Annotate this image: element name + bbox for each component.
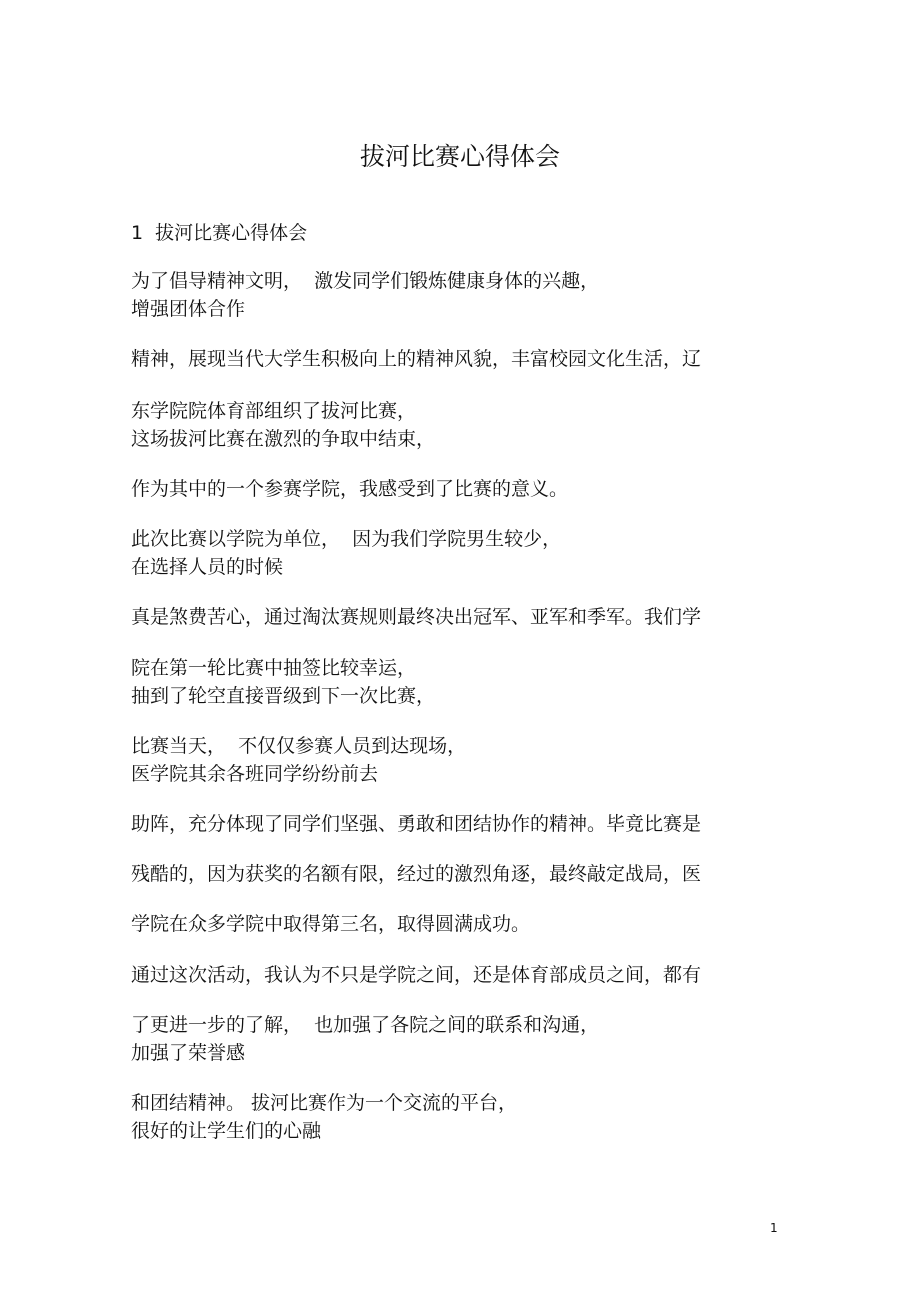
page-number: 1 xyxy=(770,1221,778,1235)
paragraph-line: 为了倡导精神文明， 激发同学们锻炼健康身体的兴趣， xyxy=(131,270,600,292)
paragraph-line: 抽到了轮空直接晋级到下一次比赛， xyxy=(131,685,436,707)
paragraph-line: 院在第一轮比赛中抽签比较幸运， xyxy=(131,657,417,679)
paragraph-line: 此次比赛以学院为单位， 因为我们学院男生较少， xyxy=(131,528,562,550)
paragraph-line: 和团结精神。 拔河比赛作为一个交流的平台， xyxy=(131,1092,518,1114)
section-heading: 1 拔河比赛心得体会 xyxy=(131,222,308,244)
paragraph-line: 真是煞费苦心，通过淘汰赛规则最终决出冠军、亚军和季军。我们学 xyxy=(131,606,702,628)
paragraph-line: 很好的让学生们的心融 xyxy=(131,1120,322,1142)
paragraph-line: 加强了荣誉感 xyxy=(131,1042,246,1064)
paragraph-line: 了更进一步的了解， 也加强了各院之间的联系和沟通， xyxy=(131,1014,600,1036)
paragraph-line: 比赛当天， 不仅仅参赛人员到达现场， xyxy=(131,735,467,757)
paragraph-line: 残酷的，因为获奖的名额有限，经过的激烈角逐，最终敲定战局，医 xyxy=(131,863,702,885)
paragraph-line: 助阵，充分体现了同学们坚强、勇敢和团结协作的精神。毕竟比赛是 xyxy=(131,813,702,835)
paragraph-line: 通过这次活动，我认为不只是学院之间，还是体育部成员之间，都有 xyxy=(131,964,702,986)
paragraph-line: 作为其中的一个参赛学院，我感受到了比赛的意义。 xyxy=(131,478,569,500)
document-title: 拔河比赛心得体会 xyxy=(359,142,560,171)
paragraph-line: 学院在众多学院中取得第三名，取得圆满成功。 xyxy=(131,913,531,935)
paragraph-line: 这场拔河比赛在激烈的争取中结束， xyxy=(131,428,436,450)
paragraph-line: 在选择人员的时候 xyxy=(131,556,284,578)
paragraph-line: 增强团体合作 xyxy=(131,298,246,320)
paragraph-line: 东学院院体育部组织了拔河比赛， xyxy=(131,400,417,422)
paragraph-line: 医学院其余各班同学纷纷前去 xyxy=(131,763,379,785)
paragraph-line: 精神，展现当代大学生积极向上的精神风貌，丰富校园文化生活，辽 xyxy=(131,348,702,370)
